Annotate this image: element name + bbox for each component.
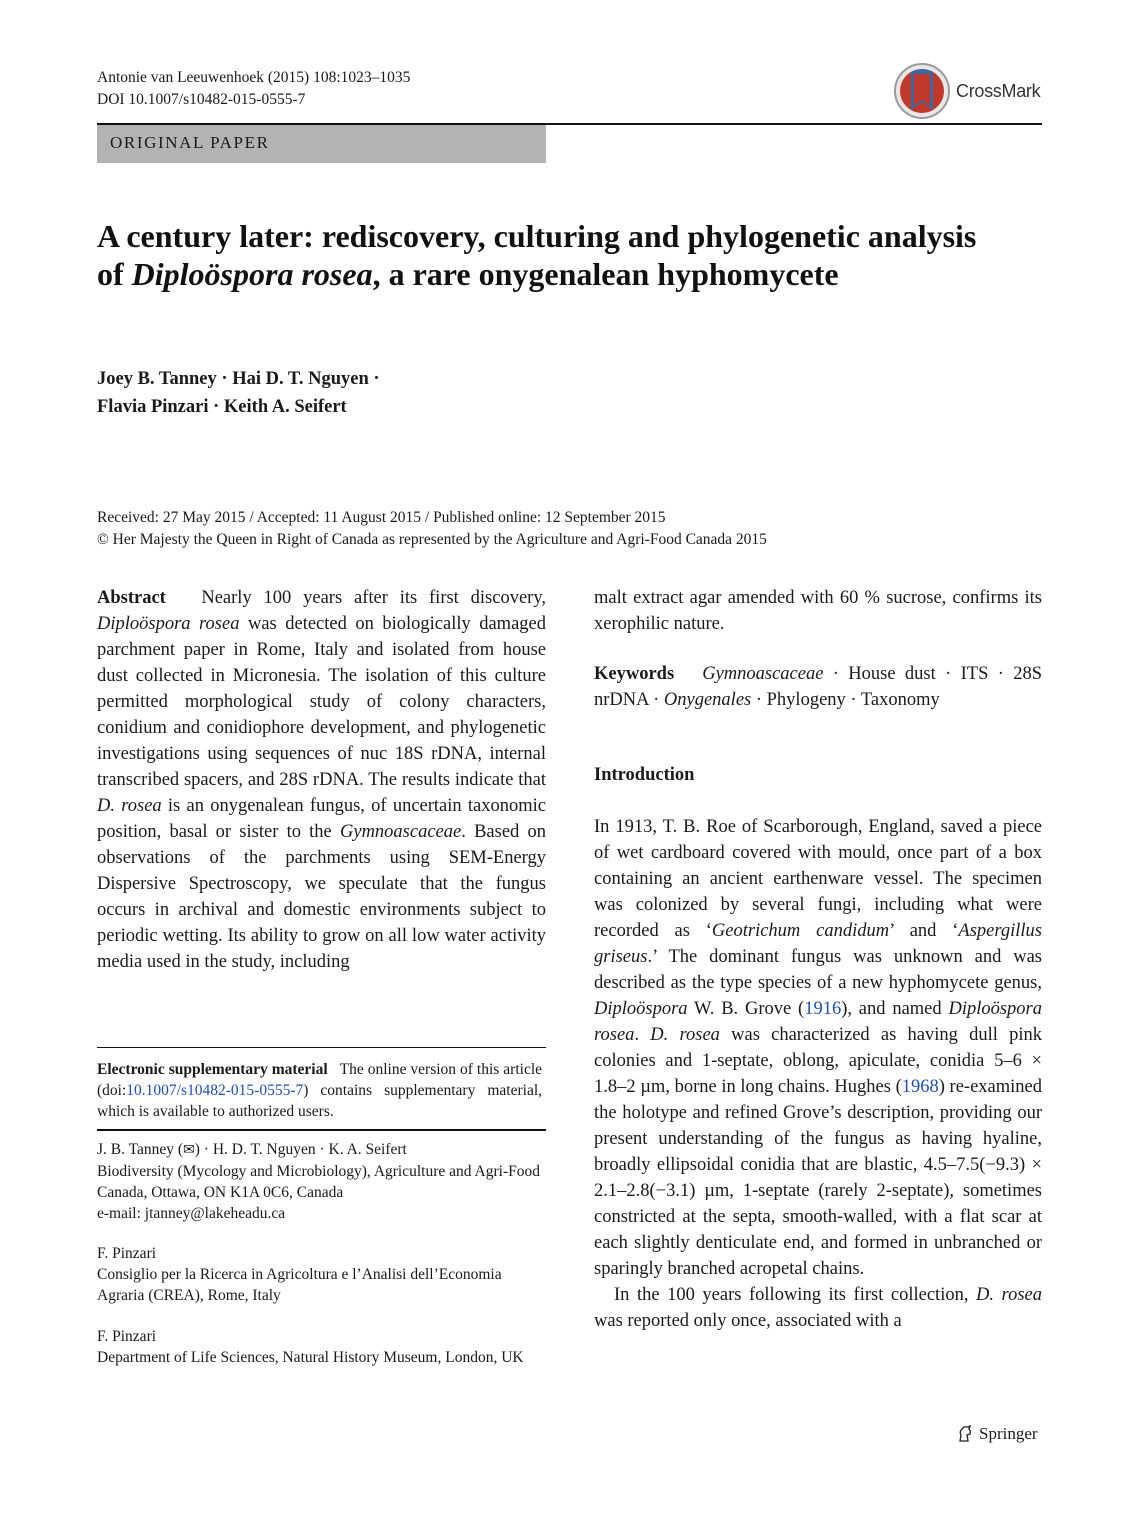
intro-species-aspergillus: Aspergillus griseus [594,921,1042,967]
abstract-section [97,585,546,975]
intro-text-c: .’ The dominant fungus was unknown and was described as the type species of a new hyphomycete genus, [594,947,1042,993]
intro-text-e: ), and named [841,999,949,1019]
affiliation-3 [97,1326,542,1368]
affiliation-rule [97,1129,546,1131]
journal-volume-line: Antonie van Leeuwenhoek (2015) 108:1023–1035 [97,69,411,86]
intro-text-b: ’ and ‘ [889,921,959,941]
abstract-text-2: was detected on biologically damaged parchment paper in Rome, Italy and isolated from house dust collected in Micronesia. The isolation of this culture permitted morphological study of colony characters, conidium and conidiophore development, and phylogenetic investigations using sequences of nuc 18S rDNA, internal transcribed spacers, and 28S rDNA. The results indicate that [97,614,546,790]
abstract-text-1: Nearly 100 years after its first discovery, [201,588,547,608]
abstract-species-1: Diploöspora rosea [97,614,240,634]
intro-species-full: Diploöspora rosea [594,999,1042,1045]
footnote-rule [97,1047,546,1048]
reference-link-1916[interactable]: 1916 [804,999,842,1019]
affiliation-2-author: F. Pinzari [97,1245,157,1262]
esm-note [97,1059,542,1122]
envelope-icon[interactable]: ✉ [183,1143,195,1158]
intro-genus: Diploöspora [594,999,688,1019]
introduction-heading: Introduction [594,765,695,785]
keyword-3: Onygenales [663,690,752,710]
reference-link-1968[interactable]: 1968 [901,1077,939,1097]
publisher-name: Springer [979,1424,1038,1443]
abstract-text-3: is an onygenalean fungus, of uncertain taxonomic position, basal or sister to the [97,796,546,842]
affiliation-3-institution: Department of Life Sciences, Natural History Museum, London, UK [97,1349,524,1366]
title-species: Diploöspora rosea [131,256,373,292]
intro-species-geotrichum: Geotrichum candidum [711,921,890,941]
publisher-logo [955,1424,1038,1444]
intro2-species: D. rosea [976,1285,1042,1305]
intro2-text-a: In the 100 years following its first collection, [614,1285,977,1305]
affiliation-1-email[interactable]: e-mail: jtanney@lakeheadu.ca [97,1205,286,1222]
abstract-continued: malt extract agar amended with 60 % sucrose, confirms its xerophilic nature. [594,588,1042,634]
keyword-1: Gymnoascaceae [702,664,824,684]
affiliation-2-institution: Consiglio per la Ricerca in Agricoltura e l’Analisi dell’Economia Agraria (CREA), Rome, Italy [97,1266,502,1304]
crossmark-icon[interactable] [893,62,951,120]
intro-species-abbrev: D. rosea [650,1025,720,1045]
intro-text-d: W. B. Grove ( [687,999,805,1019]
section-banner-label: ORIGINAL PAPER [110,133,270,152]
article-title [97,217,997,293]
keywords-label: Keywords [594,664,675,684]
publication-dates [97,507,767,551]
crossmark-label[interactable]: CrossMark [956,81,1041,101]
authors-line-2: Flavia Pinzari · Keith A. Seifert [97,397,347,417]
keywords-paragraph [594,661,1042,713]
abstract-species-2: D. rosea [97,796,162,816]
history-dates: Received: 27 May 2015 / Accepted: 11 August 2015 / Published online: 12 September 2015 [97,509,666,526]
aff1-names-b: ) · H. D. T. Nguyen · K. A. Seifert [194,1141,407,1158]
springer-horse-icon [955,1424,975,1444]
affiliation-2 [97,1243,542,1306]
title-text-1: A century later: rediscovery, culturing and phylogenetic analysis of [97,218,977,292]
intro-text-a: In 1913, T. B. Roe of Scarborough, England, saved a piece of wet cardboard covered with mould, once part of a box containing an ancient earthenware vessel. The specimen was colonized by several fungi, including what were recorded as ‘ [594,817,1042,941]
authors-line-1: Joey B. Tanney · Hai D. T. Nguyen · [97,369,380,389]
esm-text-1: The online version of this article (doi: [97,1061,543,1099]
abstract-family: Gymnoascaceae [340,822,462,842]
abstract-text-4: . Based on observations of the parchments using SEM-Energy Dispersive Spectroscopy, we speculate that the fungus occurs in archival and domestic environments subject to periodic wetting. Its ability to grow on all low water activity media used in the study, including [97,822,546,972]
author-list [97,365,380,421]
intro-text-h: ) re-examined the holotype and refined Grove’s description, providing our present understanding of the fungus as having hyaline, broadly ellipsoidal conidia that are blastic, 4.5–7.5(−9.3) × 2.1–2.8(−3.1) µm, 1-septate (rarely 2-septate), sometimes constricted at the septa, smooth-walled, with a flat scar at each slightly denticulate end, and formed in unbranched or sparingly branched acropetal chains. [594,1077,1042,1279]
introduction-paragraph-1 [594,814,1042,1282]
intro2-text-b: was reported only once, associated with a [594,1311,902,1331]
right-column [594,585,1042,1334]
intro-text-f: . [634,1025,651,1045]
keyword-2: · House dust · ITS · 28S nrDNA · [594,664,1043,710]
esm-label: Electronic supplementary material [97,1061,328,1078]
affiliation-3-author: F. Pinzari [97,1328,157,1345]
keyword-4: · Phylogeny · Taxonomy [751,690,940,710]
abstract-label: Abstract [97,588,166,608]
introduction-paragraph-2 [594,1282,1042,1334]
intro-text-g: was characterized as having dull pink colonies and 1-septate, oblong, apiculate, conidia 5–6 × 1.8–2 µm, borne in long chains. Hughes ( [594,1025,1042,1097]
journal-citation [97,67,410,111]
affiliation-1 [97,1139,542,1224]
esm-doi-link[interactable]: 10.1007/s10482-015-0555-7 [126,1082,304,1099]
aff1-names-a: J. B. Tanney ( [97,1141,184,1158]
esm-text-2: ) contains supplementary material, which is available to authorized users. [97,1082,542,1120]
abstract-paragraph [97,585,546,975]
copyright-line: © Her Majesty the Queen in Right of Canada as represented by the Agriculture and Agri-Food Canada 2015 [97,531,767,548]
affiliation-1-authors [97,1139,542,1161]
title-text-2: , a rare onygenalean hyphomycete [372,256,839,292]
doi-line: DOI 10.1007/s10482-015-0555-7 [97,91,306,108]
affiliation-1-institution: Biodiversity (Mycology and Microbiology), Agriculture and Agri-Food Canada, Ottawa, ON K1A 0C6, Canada [97,1163,540,1201]
